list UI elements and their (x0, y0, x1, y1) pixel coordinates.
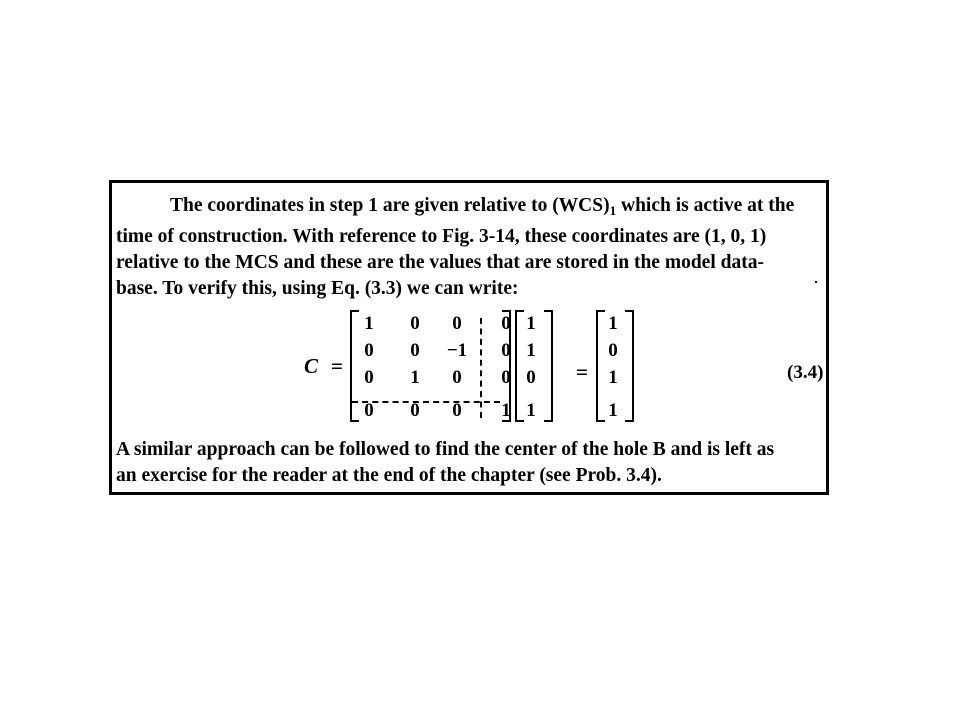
result-cell: 0 (608, 340, 618, 361)
matrix-cell: 0 (501, 340, 511, 361)
matrix-cell: 0 (452, 367, 462, 388)
matrix-cell: 1 (364, 313, 374, 334)
paragraph-line: an exercise for the reader at the end of the chapter (see Prob. 3.4). (116, 465, 662, 486)
matrix-cell: 0 (501, 367, 511, 388)
matrix-cell: 0 (452, 400, 462, 421)
paragraph-intro (116, 193, 826, 302)
matrix-partition-vertical (480, 318, 482, 418)
matrix-cell: 1 (501, 400, 511, 421)
vector-cell: 1 (526, 340, 536, 361)
matrix-cell: 1 (410, 367, 420, 388)
speck (815, 281, 817, 283)
result-cell: 1 (608, 400, 618, 421)
document-excerpt (109, 180, 829, 495)
matrix-cell: 0 (501, 313, 511, 334)
paragraph-line: A similar approach can be followed to find the center of the hole B and is left as (116, 439, 775, 460)
matrix-cell: 0 (410, 313, 420, 334)
equation-number: (3.4) (787, 362, 824, 383)
paragraph-line: time of construction. With reference to Fig. 3-14, these coordinates are (1, 0, 1) (116, 226, 767, 247)
text-span: which is active at the (616, 195, 795, 216)
equation-lhs: C (304, 354, 319, 378)
result-cell: 1 (608, 313, 618, 334)
matrix-cell: −1 (446, 340, 468, 361)
matrix-cell: 0 (410, 400, 420, 421)
vector-cell: 1 (526, 400, 536, 421)
matrix-cell: 0 (410, 340, 420, 361)
paragraph-line (116, 193, 826, 224)
equals-sign: = (576, 360, 588, 384)
matrix-cell: 0 (364, 400, 374, 421)
vector-cell: 1 (526, 313, 536, 334)
matrix-cell: 0 (364, 340, 374, 361)
equals-sign: = (331, 354, 343, 378)
result-cell: 1 (608, 367, 618, 388)
matrix-cell: 0 (364, 367, 374, 388)
text-span: The coordinates in step 1 are given relative to (WCS) (170, 195, 610, 216)
paragraph-line: relative to the MCS and these are the values that are stored in the model data- (116, 252, 764, 273)
vector-cell: 0 (526, 367, 536, 388)
paragraph-line: base. To verify this, using Eq. (3.3) we can write: (116, 278, 519, 299)
paragraph-conclusion (116, 437, 826, 489)
matrix-cell: 0 (452, 313, 462, 334)
subscript: 1 (609, 203, 617, 218)
